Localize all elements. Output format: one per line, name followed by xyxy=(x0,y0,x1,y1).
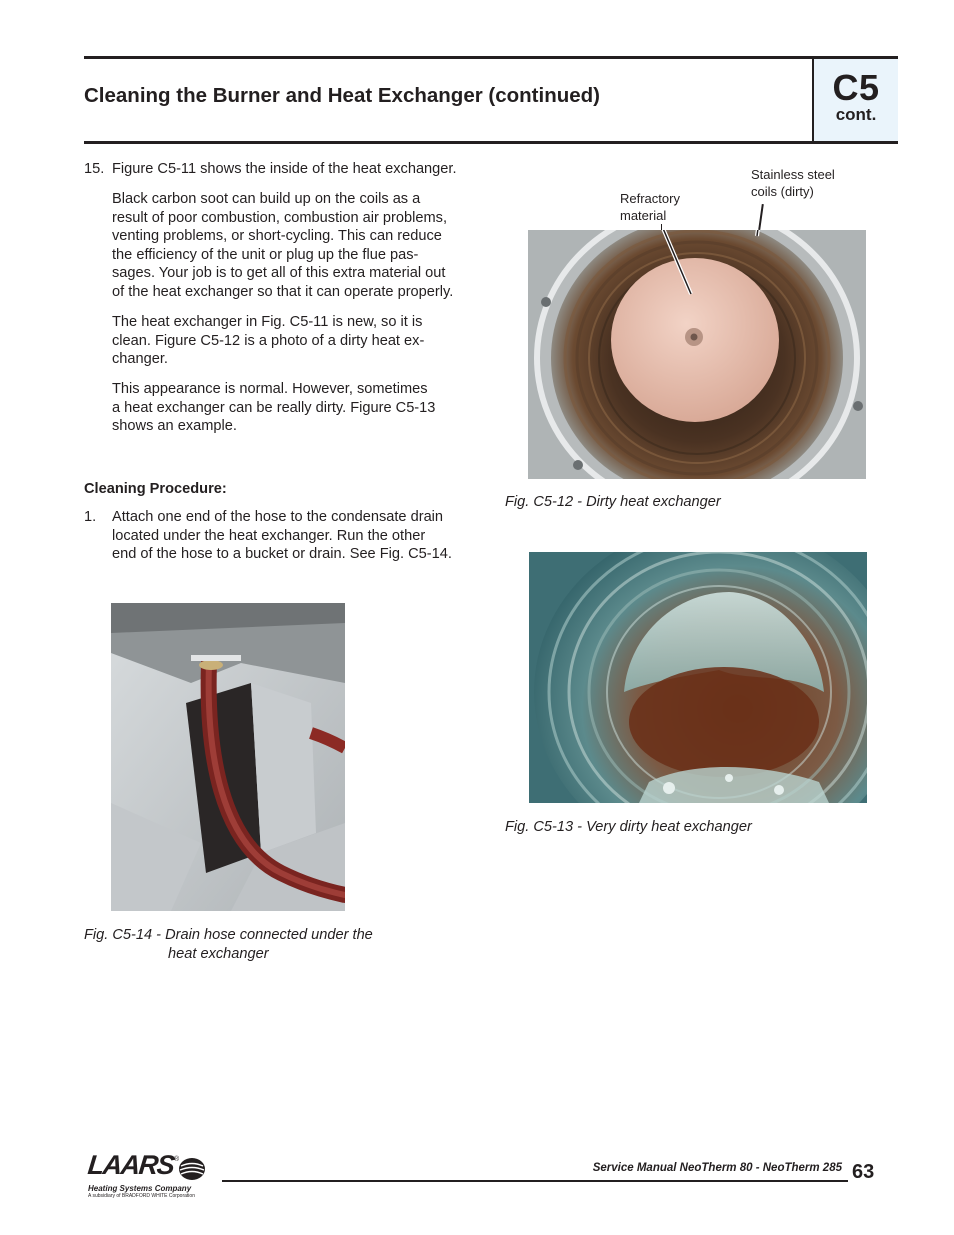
paragraph-line: Black carbon soot can build up on the coils as a xyxy=(112,191,421,207)
callout-line: Refractory xyxy=(620,191,680,206)
callout-stainless-coils xyxy=(751,166,835,200)
page-title: Cleaning the Burner and Heat Exchanger (continued) xyxy=(84,84,600,107)
header-top-rule xyxy=(84,56,898,59)
paragraph-new-exchanger xyxy=(112,313,484,369)
step-1-number: 1. xyxy=(84,509,97,525)
photo-drain-hose xyxy=(111,603,345,911)
footer-rule xyxy=(222,1180,848,1182)
header-bottom-rule xyxy=(84,141,898,144)
step-15-number: 15. xyxy=(84,161,105,177)
step-15-line: Figure C5-11 shows the inside of the heat exchanger. xyxy=(112,161,457,177)
section-tab-number: C5 xyxy=(832,67,880,108)
paragraph-line: changer. xyxy=(112,351,168,368)
callout-line: coils (dirty) xyxy=(751,184,814,199)
caption-line: Fig. C5-14 - Drain hose connected under the xyxy=(84,927,373,943)
paragraph-soot xyxy=(112,190,484,302)
footer-manual-title: Service Manual NeoTherm 80 - NeoTherm 285 xyxy=(592,1162,842,1174)
step-1-line: located under the heat exchanger. Run the other xyxy=(112,527,426,544)
caption-fig-c5-13: Fig. C5-13 - Very dirty heat exchanger xyxy=(505,819,752,835)
page-number: 63 xyxy=(852,1161,875,1183)
logo-registered-mark: ® xyxy=(174,1156,180,1163)
photo-very-dirty-heat-exchanger xyxy=(529,552,867,803)
paragraph-line: result of poor combustion, combustion air problems, xyxy=(112,209,448,226)
section-tab-continued: cont. xyxy=(835,105,877,124)
callout-line: Stainless steel xyxy=(751,167,835,182)
callout-leader-coils xyxy=(758,204,764,230)
paragraph-line: clean. Figure C5-12 is a photo of a dirty heat ex- xyxy=(112,332,425,349)
caption-fig-c5-12: Fig. C5-12 - Dirty heat exchanger xyxy=(505,494,721,510)
callout-line: material xyxy=(620,208,667,223)
paragraph-appearance xyxy=(112,380,484,436)
caption-line: heat exchanger xyxy=(168,946,269,962)
step-1-text xyxy=(112,508,484,564)
logo-tagline: Heating Systems Company xyxy=(88,1184,192,1193)
laars-logo: LAARS xyxy=(86,1150,176,1180)
step-1-line: end of the hose to a bucket or drain. See Fig. C5-14. xyxy=(112,546,452,563)
caption-fig-c5-14 xyxy=(84,926,373,964)
cleaning-procedure-heading: Cleaning Procedure: xyxy=(84,481,227,497)
section-tab xyxy=(812,59,898,141)
logo-subsidiary-line: A subsidiary of BRADFORD WHITE Corporation xyxy=(88,1193,195,1199)
paragraph-line: shows an example. xyxy=(112,418,237,435)
callout-leader-refractory xyxy=(661,224,662,230)
paragraph-line: a heat exchanger can be really dirty. Figure C5-13 xyxy=(112,399,436,416)
paragraph-line: venting problems, or short-cycling. This can reduce xyxy=(112,228,442,245)
paragraph-line: This appearance is normal. However, sometimes xyxy=(112,381,428,397)
paragraph-line: the efficiency of the unit or plug up the flue pas- xyxy=(112,246,419,263)
callout-refractory-material xyxy=(620,190,680,224)
step-15-text xyxy=(112,160,484,179)
step-1-line: Attach one end of the hose to the condensate drain xyxy=(112,509,444,525)
logo-emblem-icon xyxy=(178,1157,206,1186)
paragraph-line: of the heat exchanger so that it can operate properly. xyxy=(112,283,454,300)
paragraph-line: sages. Your job is to get all of this extra material out xyxy=(112,265,446,282)
paragraph-line: The heat exchanger in Fig. C5-11 is new, so it is xyxy=(112,314,423,330)
photo-dirty-heat-exchanger xyxy=(528,230,866,479)
